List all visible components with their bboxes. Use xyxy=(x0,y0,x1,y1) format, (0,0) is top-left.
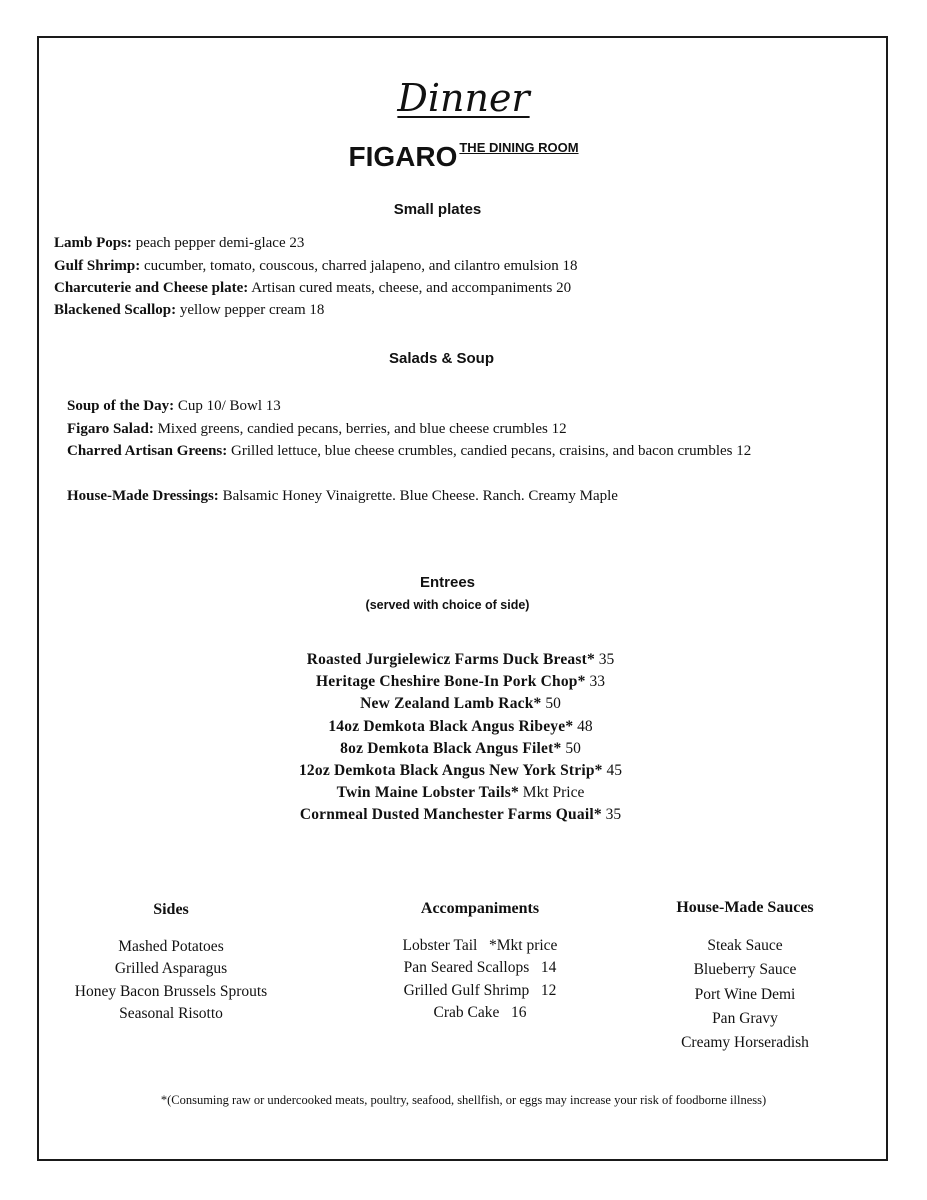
sauces-column xyxy=(645,899,845,1055)
menu-item: Charcuterie and Cheese plate: Artisan cured meats, cheese, and accompaniments 20 xyxy=(54,280,572,296)
accompaniment-item: Crab Cake 16 xyxy=(433,1003,527,1021)
menu-item: Lamb Pops: peach pepper demi-glace 23 xyxy=(54,235,305,251)
side-item: Mashed Potatoes xyxy=(118,938,224,955)
menu-item: Charred Artisan Greens: Grilled lettuce, blue cheese crumbles, candied pecans, craisins, and bacon crumbles 12 xyxy=(67,443,752,459)
entrees-list xyxy=(0,649,921,827)
accompaniment-item: Lobster Tail *Mkt price xyxy=(402,937,558,954)
side-item: Seasonal Risotto xyxy=(119,1004,223,1022)
entrees-subheading: (served with choice of side) xyxy=(365,598,530,612)
small-plates-heading: Small plates xyxy=(393,201,482,218)
sauces-heading: House-Made Sauces xyxy=(676,899,814,916)
menu-item: Blackened Scallop: yellow pepper cream 18 xyxy=(54,302,325,318)
entree-item: Twin Maine Lobster Tails* Mkt Price xyxy=(336,784,585,802)
foodborne-illness-note: *(Consuming raw or undercooked meats, poultry, seafood, shellfish, or eggs may increase your risk of foodborne illness) xyxy=(160,1093,767,1107)
accompaniment-item: Pan Seared Scallops 14 xyxy=(403,959,557,977)
brand-subtitle: THE DINING ROOM xyxy=(459,140,579,155)
menu-item: Figaro Salad: Mixed greens, candied pecans, berries, and blue cheese crumbles 12 xyxy=(67,421,567,437)
entree-item: Heritage Cheshire Bone-In Pork Chop* 33 xyxy=(316,673,605,691)
sides-heading: Sides xyxy=(153,901,189,918)
restaurant-brand xyxy=(0,140,927,173)
menu-item: Soup of the Day: Cup 10/ Bowl 13 xyxy=(67,398,281,414)
sides-column xyxy=(71,901,271,1025)
entree-item: Roasted Jurgielewicz Farms Duck Breast* 35 xyxy=(306,651,615,668)
sauce-item: Blueberry Sauce xyxy=(693,961,797,979)
sauce-item: Pan Gravy xyxy=(712,1009,778,1027)
accompaniment-item: Grilled Gulf Shrimp 12 xyxy=(403,981,557,999)
entree-item: Cornmeal Dusted Manchester Farms Quail* 35 xyxy=(299,806,622,824)
menu-title: Dinner xyxy=(397,76,530,120)
accompaniments-column xyxy=(380,900,580,1024)
brand-name: FIGARO xyxy=(348,141,458,172)
entrees-heading: Entrees xyxy=(419,574,476,591)
sauce-item: Creamy Horseradish xyxy=(681,1034,809,1052)
side-item: Honey Bacon Brussels Sprouts xyxy=(74,982,268,1000)
side-item: Grilled Asparagus xyxy=(114,960,228,978)
dressings-line: House-Made Dressings: Balsamic Honey Vinaigrette. Blue Cheese. Ranch. Creamy Maple xyxy=(67,488,618,504)
entree-item: 12oz Demkota Black Angus New York Strip* 45 xyxy=(298,762,623,780)
entree-item: 8oz Demkota Black Angus Filet* 50 xyxy=(340,739,581,757)
menu-item: Gulf Shrimp: cucumber, tomato, couscous, charred jalapeno, and cilantro emulsion 18 xyxy=(54,258,578,274)
sauce-item: Steak Sauce xyxy=(707,937,783,954)
accompaniments-heading: Accompaniments xyxy=(420,900,540,917)
entree-item: 14oz Demkota Black Angus Ribeye* 48 xyxy=(328,717,593,735)
entree-item: New Zealand Lamb Rack* 50 xyxy=(360,695,561,713)
sauce-item: Port Wine Demi xyxy=(694,985,796,1003)
salads-heading: Salads & Soup xyxy=(388,350,495,367)
